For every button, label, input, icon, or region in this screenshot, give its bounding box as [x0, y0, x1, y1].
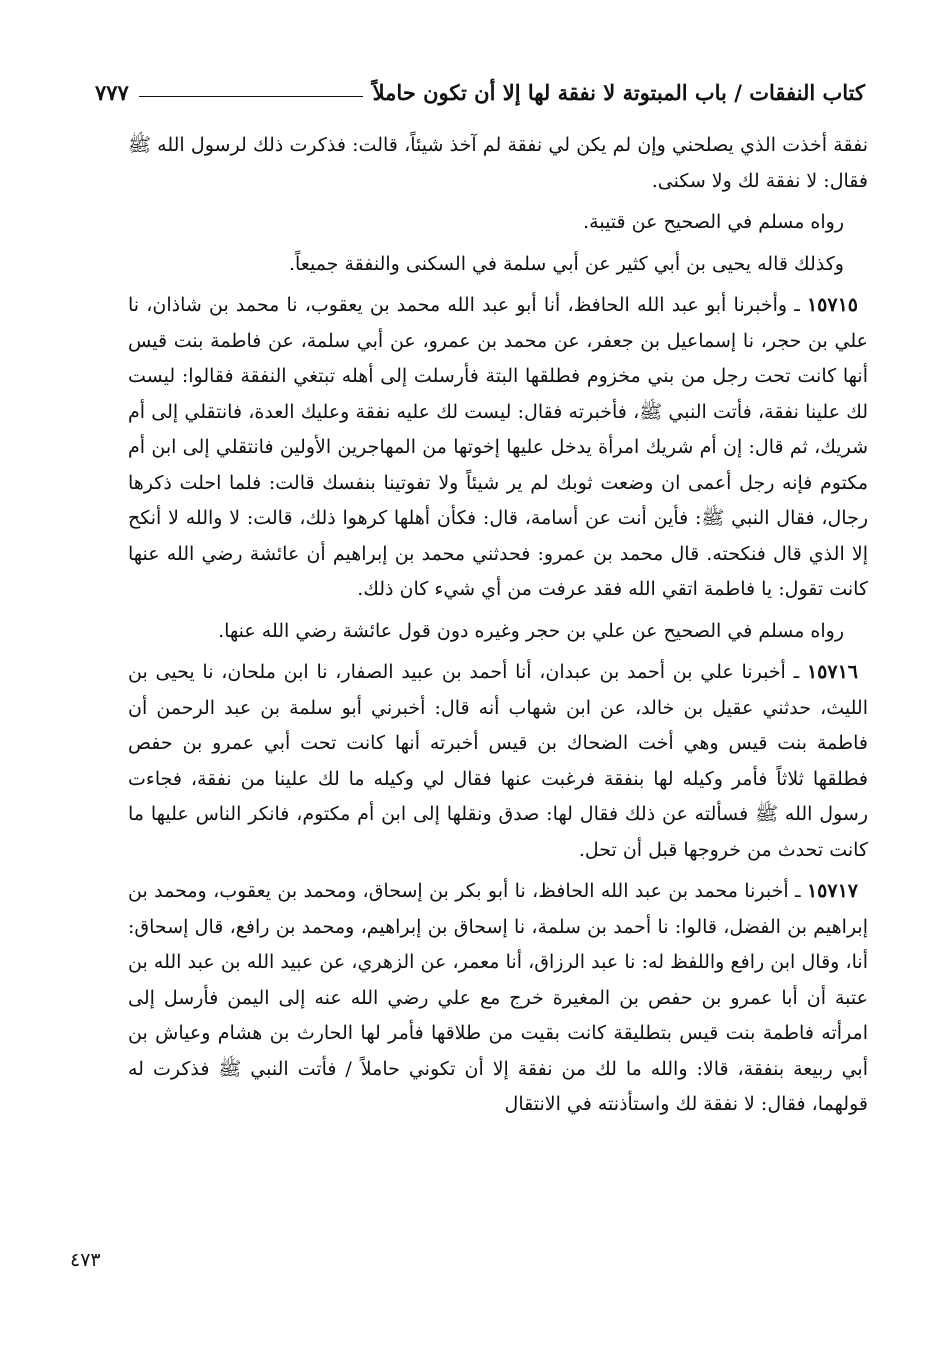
running-header — [95, 70, 865, 114]
paragraph-attribution — [128, 614, 868, 650]
body-text — [128, 128, 868, 1123]
hadith-text: ـ وأخبرنا أبو عبد الله الحافظ، أنا أبو عبد الله محمد بن يعقوب، نا محمد بن شاذان، نا علي بن حجر، نا إسماعيل بن جعفر، عن محمد بن عمرو، عن أبي سلمة، عن فاطمة بنت قيس أنها كانت تحت رجل من بني مخزوم فطلقها البتة فأرسلت إلى أهله تبتغي النفقة فقالوا: ليست لك علينا نفقة، فأتت النبي ﷺ، فأخبرته فقال: ليست لك عليه نفقة وعليك العدة، فانتقلي إلى أم شريك، ثم قال: إن أم شريك امرأة يدخل عليها إخوتها من المهاجرين الأولين فانتقلي إلى ابن أم مكتوم فإنه رجل أعمى ان وضعت ثوبك لم ير شيئاً ولا تفوتينا بنفسك قالت: فلما احلت ذكرها رجال، فقال النبي ﷺ: فأين أنت عن أسامة، قال: فكأن أهلها كرهوا ذلك، قالت: لا والله لا أنكح إلا الذي قال فنكحته. قال محمد بن عمرو: فحدثني محمد بن إبراهيم أن عائشة رضي الله عنها كانت تقول: يا فاطمة اتقي الله فقد عرفت من أي شيء كان ذلك. — [128, 294, 868, 600]
hadith-number: ١٥٧١٧ — [806, 880, 858, 902]
hadith-number: ١٥٧١٦ — [806, 661, 858, 683]
page-number: ٧٧٧ — [95, 79, 129, 105]
paragraph-attribution — [128, 205, 868, 241]
margin-page-reference: ٤٧٣ — [70, 1249, 101, 1271]
hadith-text: ـ أخبرنا محمد بن عبد الله الحافظ، نا أبو بكر بن إسحاق، ومحمد بن يعقوب، ومحمد بن إبراهيم بن الفضل، قالوا: نا أحمد بن سلمة، نا إسحاق بن إبراهيم، ومحمد بن رافع، قال إسحاق: أنا، وقال ابن رافع واللفظ له: نا عبد الرزاق، أنا معمر، عن الزهري، عن عبيد الله بن عبد الله بن عتبة أن أبا عمرو بن حفص بن المغيرة خرج مع علي رضي الله عنه إلى اليمن فأرسل إلى امرأته فاطمة بنت قيس بتطليقة كانت بقيت من طلاقها فأمر لها الحارث بن هشام وعياش بن أبي ربيعة بنفقة، قالا: والله ما لك من نفقة إلا أن تكوني حاملاً / فأتت النبي ﷺ فذكرت له قولهما، فقال: لا نفقة لك واستأذنته في الانتقال — [128, 880, 868, 1115]
paragraph-continuation — [128, 128, 868, 199]
paragraph-note — [128, 247, 868, 283]
hadith-15717 — [128, 874, 868, 1123]
header-rule — [139, 96, 363, 97]
hadith-number: ١٥٧١٥ — [806, 294, 858, 316]
hadith-15715 — [128, 288, 868, 608]
paragraph-text: وكذلك قاله يحيى بن أبي كثير عن أبي سلمة في السكنى والنفقة جميعاً. — [288, 252, 844, 275]
paragraph-text: رواه مسلم في الصحيح عن قتيبة. — [583, 211, 844, 233]
paragraph-text: رواه مسلم في الصحيح عن علي بن حجر وغيره دون قول عائشة رضي الله عنها. — [218, 619, 844, 642]
header-title: كتاب النفقات / باب المبتوتة لا نفقة لها إلا أن تكون حاملاً — [372, 79, 865, 105]
paragraph-text: نفقة أخذت الذي يصلحني وإن لم يكن لي نفقة لم آخذ شيئاً، قالت: فذكرت ذلك لرسول الله ﷺ فقال: لا نفقة لك ولا سكنى. — [128, 134, 868, 192]
hadith-15716 — [128, 655, 868, 868]
hadith-text: ـ أخبرنا علي بن أحمد بن عبدان، أنا أحمد بن عبيد الصفار، نا ابن ملحان، نا يحيى بن الليث، حدثني عقيل بن خالد، عن ابن شهاب أنه قال: أخبرني أبو سلمة بن عبد الرحمن أن فاطمة بنت قيس وهي أخت الضحاك بن قيس أخبرته أنها كانت تحت أبي عمرو بن حفص فطلقها ثلاثاً فأمر وكيله لها بنفقة فرغبت عنها فقال لي وكيله ما لك علينا من نفقة، فجاءت رسول الله ﷺ فسألته عن ذلك فقال لها: صدق ونقلها إلى ابن أم مكتوم، فانكر الناس عليها ما كانت تحدث من خروجها قبل أن تحل. — [128, 661, 868, 861]
